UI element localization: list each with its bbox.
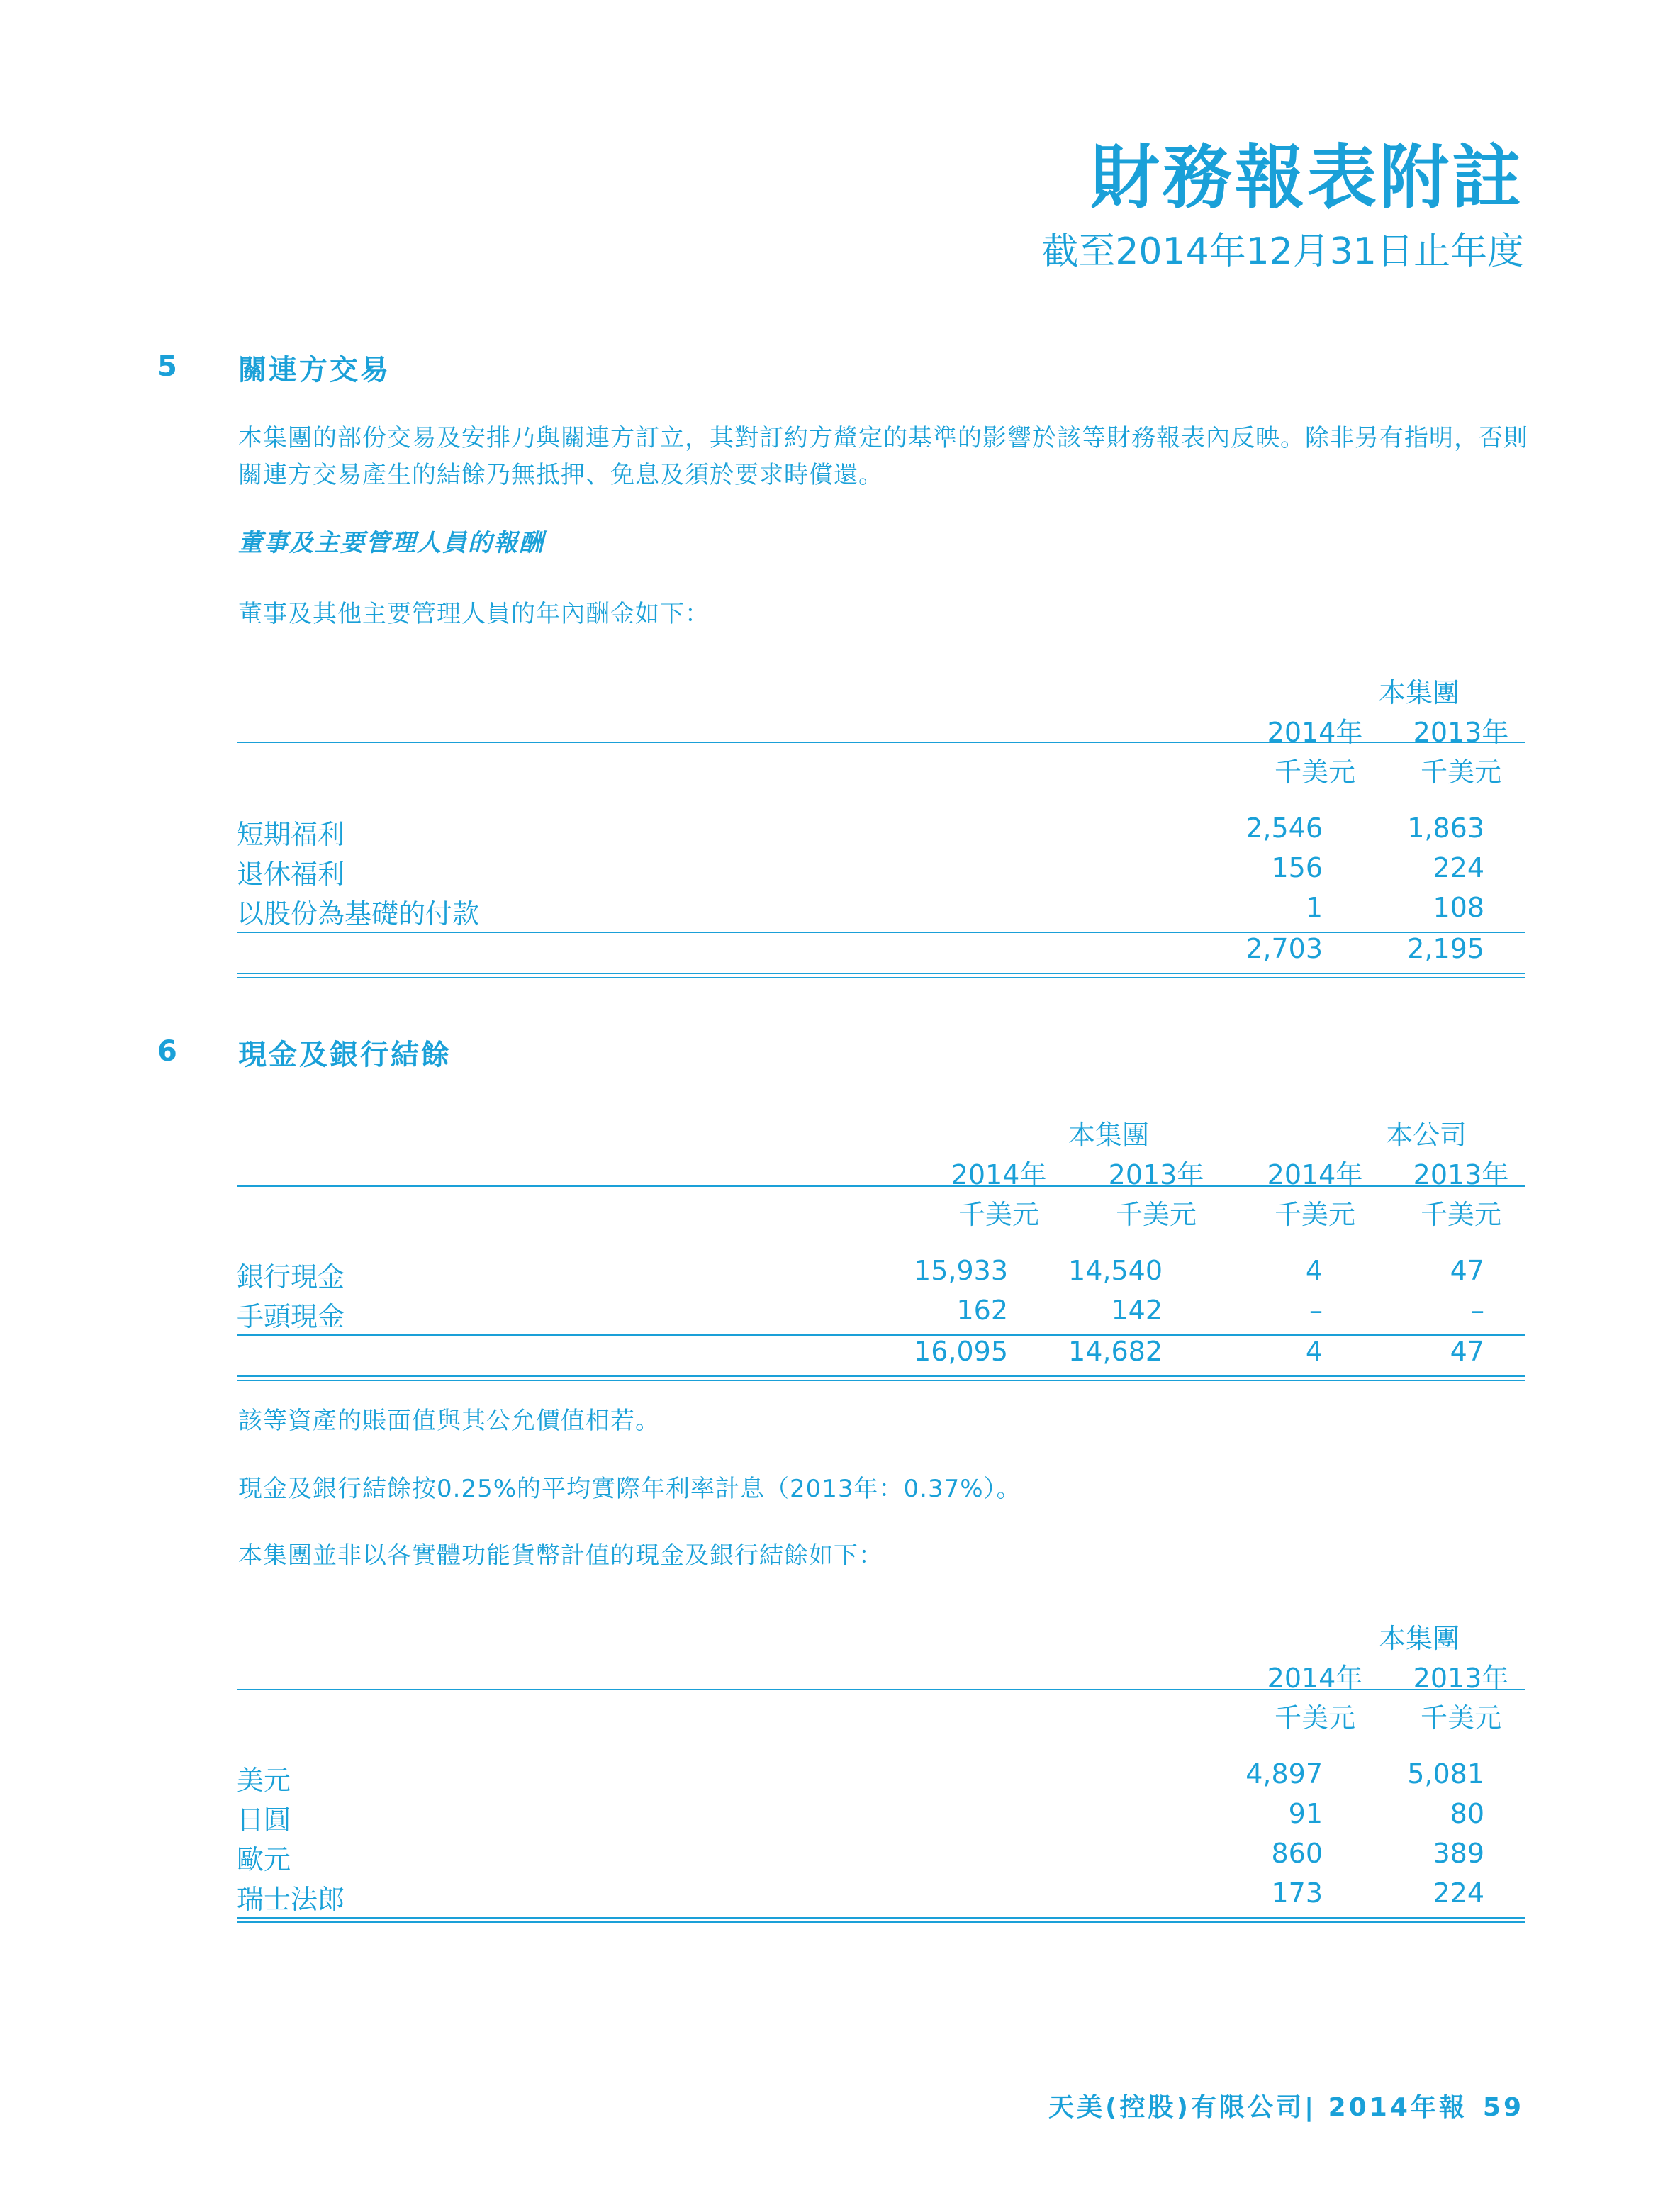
currency-table	[237, 1617, 1525, 1923]
unit-header: 千美元	[1274, 1702, 1355, 1734]
row-label: 短期福利	[237, 819, 345, 850]
footer-company: 天美(控股)有限公司| 2014年報	[1048, 2093, 1467, 2122]
company-header: 本公司	[1385, 1120, 1467, 1151]
section-5-number: 5	[157, 350, 177, 383]
total-value-2014: 2,703	[1245, 933, 1323, 964]
table-row	[237, 1877, 1525, 1917]
row-value-2014: 91	[1288, 1798, 1323, 1829]
row-value-2014: 2,546	[1245, 813, 1323, 844]
table-row	[237, 892, 1525, 932]
year-2013-header: 2013年	[1413, 717, 1509, 748]
row-label: 歐元	[237, 1844, 291, 1875]
total-group-2013: 14,682	[1068, 1336, 1163, 1367]
header-rule	[237, 742, 1525, 743]
total-double-rule	[237, 973, 1525, 978]
year-2013-header: 2013年	[1413, 1663, 1509, 1694]
section-5-title: 關連方交易	[238, 354, 391, 386]
company-value-2013: –	[1471, 1295, 1484, 1326]
row-value-2014: 4,897	[1245, 1758, 1323, 1790]
company-2013-header: 2013年	[1413, 1159, 1509, 1190]
section-6-number: 6	[157, 1035, 177, 1068]
currency-note: 本集團並非以各實體功能貨幣計值的現金及銀行結餘如下：	[238, 1541, 883, 1570]
table-row	[237, 1798, 1525, 1838]
unit-2013-header: 千美元	[1420, 757, 1501, 788]
row-label: 手頭現金	[237, 1301, 345, 1332]
remuneration-subheading: 董事及主要管理人員的報酬	[238, 529, 544, 557]
year-2014-header: 2014年	[1267, 1663, 1363, 1694]
table-row	[237, 1255, 1525, 1295]
table-group-header: 本集團	[1378, 677, 1460, 708]
header-rule	[237, 1689, 1525, 1690]
row-value-2013: 108	[1433, 892, 1484, 923]
table-row	[237, 1758, 1525, 1798]
group-header: 本集團	[1068, 1120, 1149, 1151]
section-5-intro: 本集團的部份交易及安排乃與關連方訂立，其對訂約方釐定的基準的影響於該等財務報表內反映。除非另有指明，否則關連方交易產生的結餘乃無抵押、免息及須於要求時償還。	[238, 424, 1528, 489]
total-row	[237, 1334, 1525, 1375]
row-value-2013: 389	[1433, 1838, 1484, 1869]
row-value-2014: 156	[1271, 852, 1323, 883]
row-value-2014: 1	[1305, 892, 1323, 923]
unit-header: 千美元	[1274, 1199, 1355, 1230]
page-subtitle: 截至2014年12月31日止年度	[1041, 230, 1524, 273]
row-value-2013: 5,081	[1407, 1758, 1484, 1790]
section-6-title: 現金及銀行結餘	[238, 1039, 452, 1071]
unit-header: 千美元	[1420, 1199, 1501, 1230]
fair-value-note: 該等資產的賬面值與其公允價值相若。	[238, 1407, 660, 1435]
table-row	[237, 852, 1525, 892]
row-value-2013: 224	[1433, 1877, 1484, 1909]
page-footer	[1048, 2087, 1524, 2123]
table-end-double-rule	[237, 1917, 1525, 1923]
table-row	[237, 813, 1525, 852]
group-value-2014: 162	[956, 1295, 1008, 1326]
total-double-rule	[237, 1375, 1525, 1381]
interest-rate-note: 現金及銀行結餘按0.25%的平均實際年利率計息（2013年：0.37%）。	[238, 1475, 1021, 1503]
row-label: 以股份為基礎的付款	[237, 898, 480, 930]
year-2014-header: 2014年	[1267, 717, 1363, 748]
company-value-2014: –	[1309, 1295, 1323, 1326]
remuneration-table	[237, 671, 1525, 978]
unit-2014-header: 千美元	[1274, 757, 1355, 788]
group-value-2014: 15,933	[914, 1255, 1008, 1286]
unit-header: 千美元	[958, 1199, 1039, 1230]
company-value-2014: 4	[1305, 1255, 1323, 1286]
table-group-header: 本集團	[1378, 1623, 1460, 1654]
row-value-2013: 80	[1450, 1798, 1484, 1829]
row-value-2014: 173	[1271, 1877, 1323, 1909]
row-value-2013: 224	[1433, 852, 1484, 883]
total-company-2013: 47	[1450, 1336, 1484, 1367]
total-group-2014: 16,095	[914, 1336, 1008, 1367]
remuneration-description: 董事及其他主要管理人員的年內酬金如下：	[238, 600, 710, 628]
row-label: 瑞士法郎	[237, 1884, 345, 1915]
row-label: 銀行現金	[237, 1261, 345, 1293]
row-label: 日圓	[237, 1804, 291, 1836]
cash-balances-table	[237, 1113, 1525, 1381]
group-2014-header: 2014年	[951, 1159, 1047, 1190]
company-2014-header: 2014年	[1267, 1159, 1363, 1190]
group-value-2013: 14,540	[1068, 1255, 1163, 1286]
header-rule	[237, 1185, 1525, 1187]
row-value-2014: 860	[1271, 1838, 1323, 1869]
total-row	[237, 932, 1525, 973]
total-company-2014: 4	[1305, 1336, 1323, 1367]
total-value-2013: 2,195	[1407, 933, 1484, 964]
unit-header: 千美元	[1115, 1199, 1197, 1230]
group-2013-header: 2013年	[1108, 1159, 1204, 1190]
table-row	[237, 1295, 1525, 1334]
company-value-2013: 47	[1450, 1255, 1484, 1286]
row-value-2013: 1,863	[1407, 813, 1484, 844]
row-label: 退休福利	[237, 859, 345, 890]
unit-header: 千美元	[1420, 1702, 1501, 1734]
row-label: 美元	[237, 1765, 291, 1796]
page-number: 59	[1482, 2093, 1524, 2122]
table-row	[237, 1838, 1525, 1877]
group-value-2013: 142	[1111, 1295, 1163, 1326]
page-title: 財務報表附註	[1090, 138, 1524, 218]
